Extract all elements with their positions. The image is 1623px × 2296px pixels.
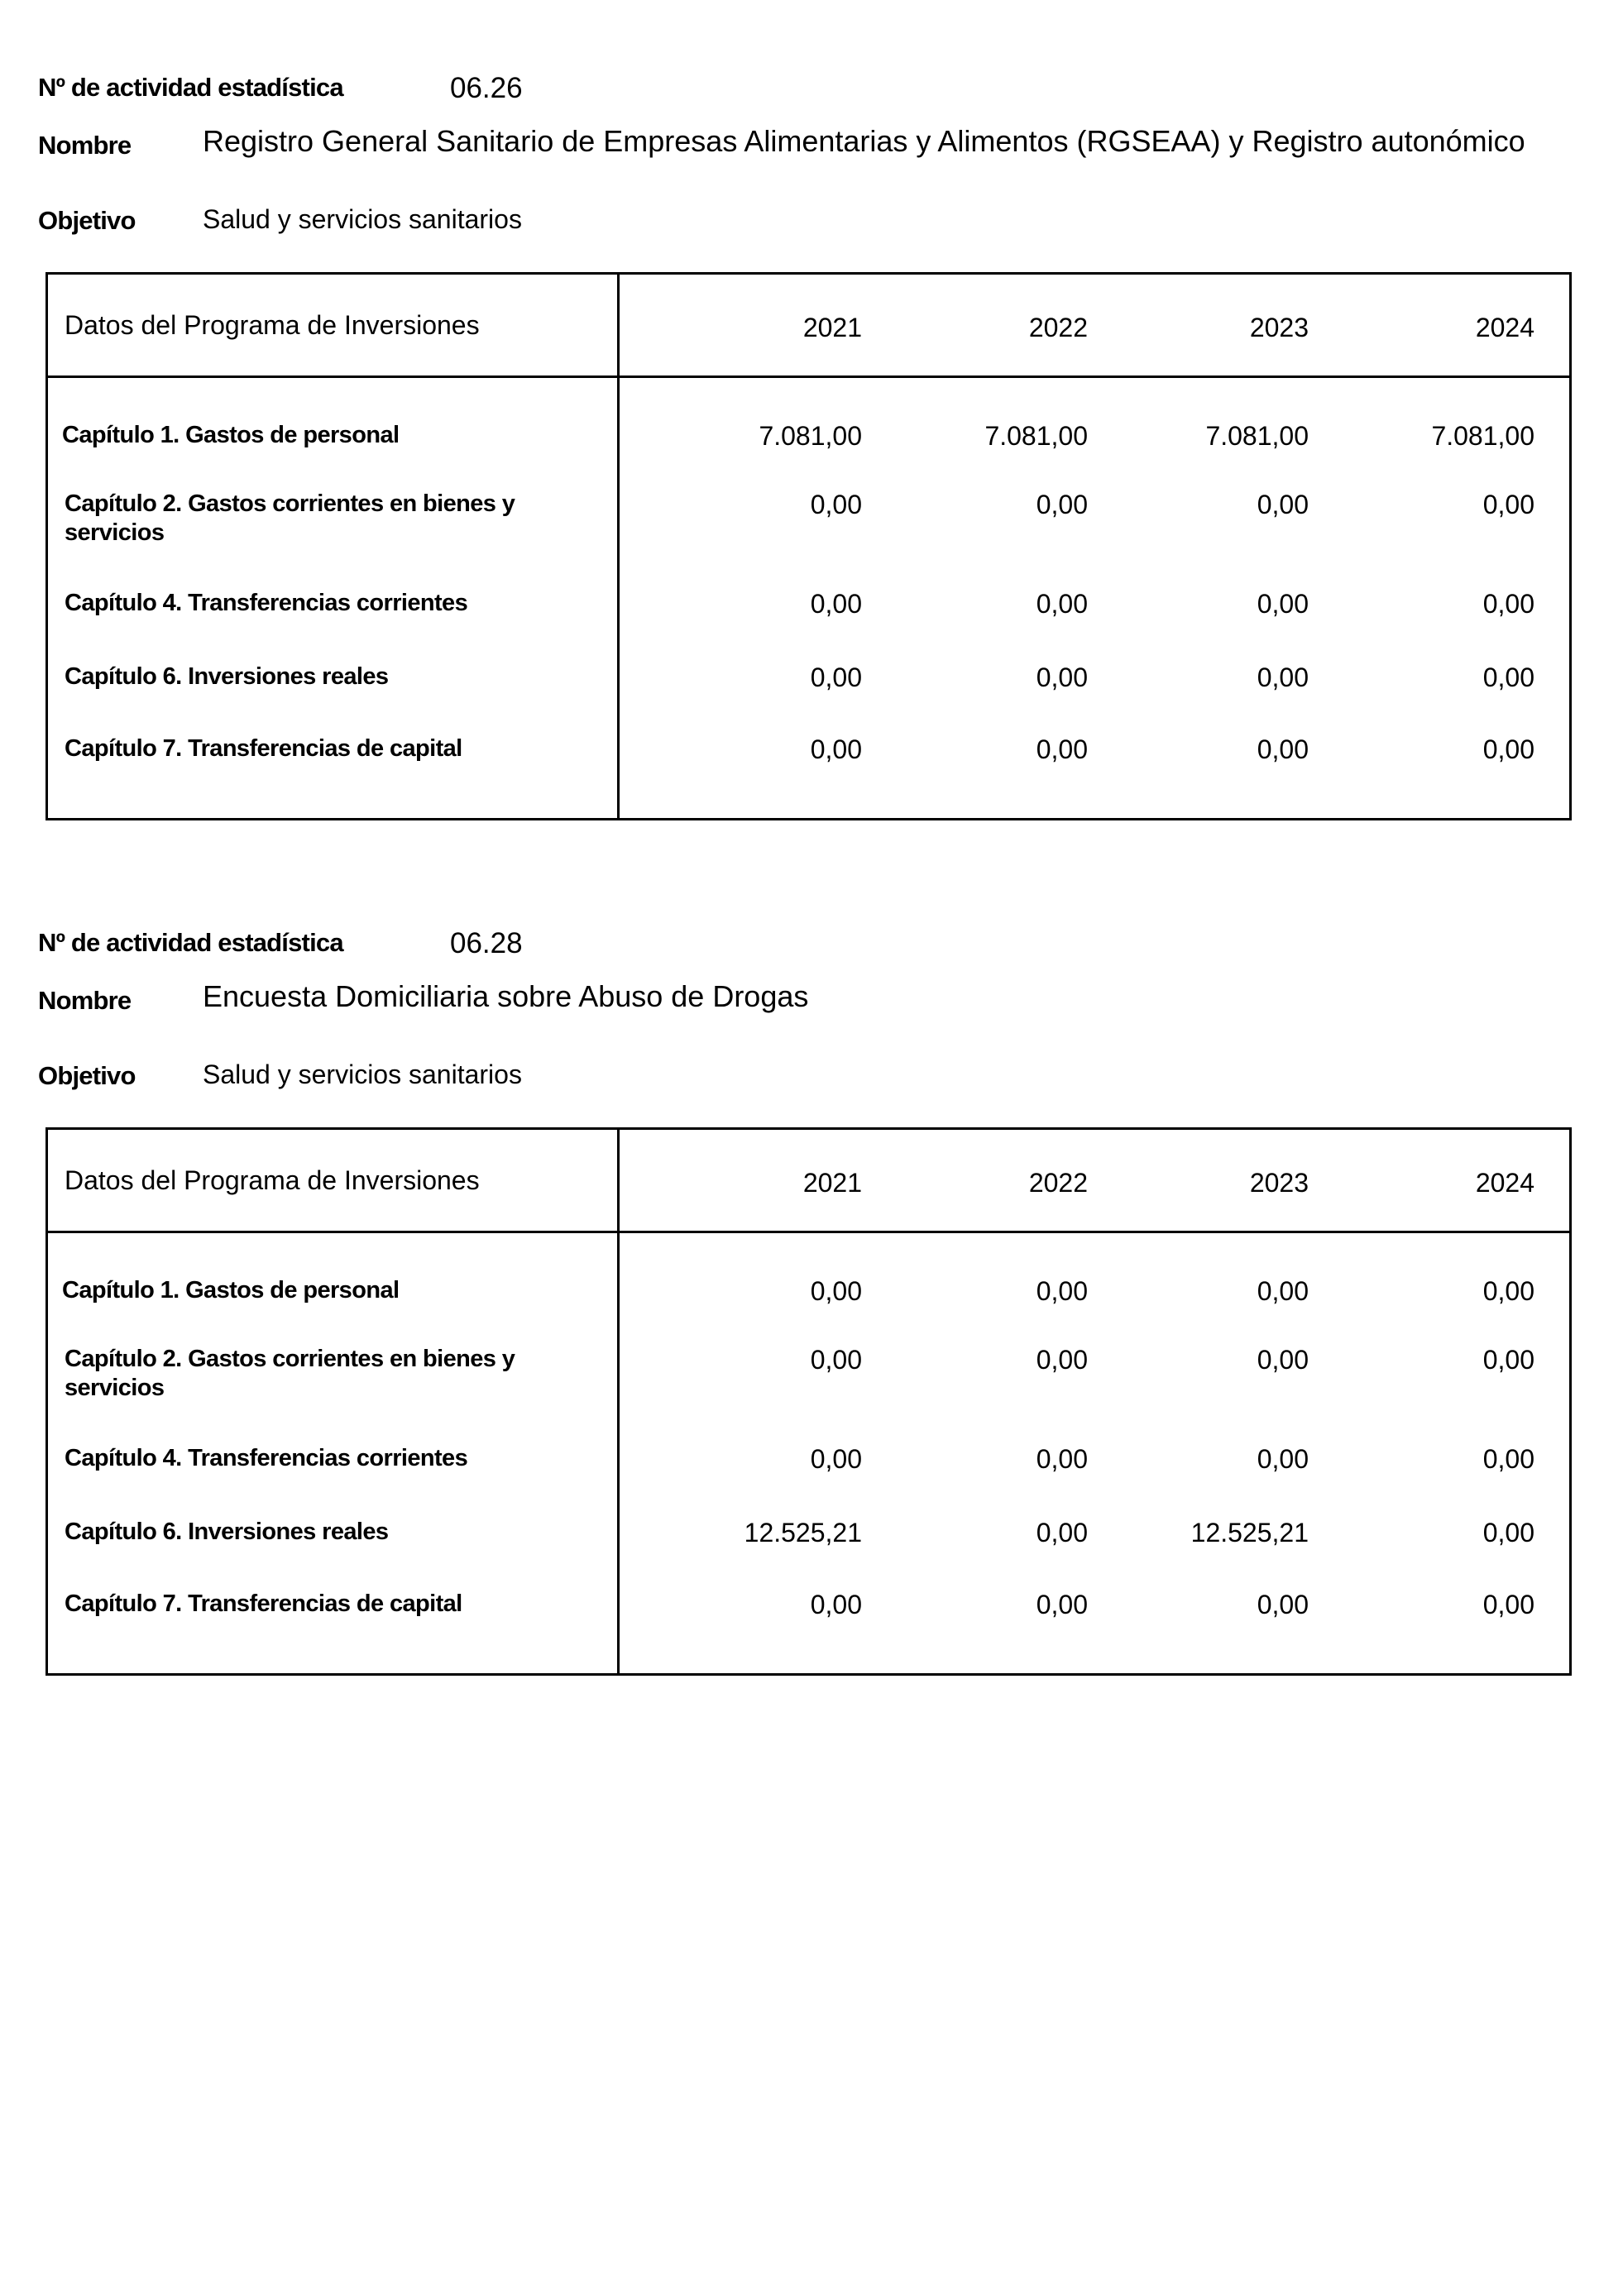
cell-cap6-2022: 0,00 bbox=[1036, 1518, 1088, 1547]
cell-cap1-2022: 0,00 bbox=[1036, 1276, 1088, 1306]
cell-cap7-2023: 0,00 bbox=[1257, 734, 1309, 764]
table-header-year-2022: 2022 bbox=[1028, 1168, 1088, 1198]
objective-value: Salud y servicios sanitarios bbox=[203, 1060, 522, 1089]
cell-cap4-2022: 0,00 bbox=[1036, 1444, 1088, 1474]
cell-cap4-2024: 0,00 bbox=[1482, 1444, 1534, 1474]
row-label-capitulo-4: Capítulo 4. Transferencias corrientes bbox=[65, 590, 468, 616]
cell-cap1-2021: 0,00 bbox=[810, 1276, 862, 1306]
cell-cap6-2021: 0,00 bbox=[810, 662, 862, 692]
objective-value: Salud y servicios sanitarios bbox=[203, 204, 522, 234]
activity-section-06-28 bbox=[0, 855, 1623, 1682]
table-column-divider bbox=[617, 1130, 620, 1673]
cell-cap7-2022: 0,00 bbox=[1036, 734, 1088, 764]
cell-cap4-2022: 0,00 bbox=[1036, 589, 1088, 619]
activity-number-label: Nº de actividad estadística bbox=[38, 73, 343, 102]
table-header-year-2023: 2023 bbox=[1249, 1168, 1309, 1198]
cell-cap6-2021: 12.525,21 bbox=[744, 1518, 862, 1547]
investment-table bbox=[45, 272, 1572, 820]
cell-cap7-2021: 0,00 bbox=[810, 1590, 862, 1619]
table-header-divider bbox=[48, 375, 1569, 378]
cell-cap4-2023: 0,00 bbox=[1257, 1444, 1309, 1474]
cell-cap4-2021: 0,00 bbox=[810, 1444, 862, 1474]
cell-cap4-2023: 0,00 bbox=[1257, 589, 1309, 619]
cell-cap6-2024: 0,00 bbox=[1482, 662, 1534, 692]
cell-cap1-2021: 7.081,00 bbox=[759, 421, 862, 451]
name-value: Registro General Sanitario de Empresas Alimentarias y Alimentos (RGSEAA) y Registro autonómico bbox=[203, 124, 1525, 158]
table-header-divider bbox=[48, 1231, 1569, 1233]
cell-cap6-2022: 0,00 bbox=[1036, 662, 1088, 692]
table-header-year-2021: 2021 bbox=[802, 313, 862, 342]
cell-cap2-2021: 0,00 bbox=[810, 490, 862, 519]
activity-number-value: 06.26 bbox=[450, 72, 523, 104]
table-header-year-2022: 2022 bbox=[1028, 313, 1088, 342]
table-header-label: Datos del Programa de Inversiones bbox=[65, 310, 480, 340]
row-label-capitulo-6: Capítulo 6. Inversiones reales bbox=[65, 663, 389, 690]
cell-cap2-2021: 0,00 bbox=[810, 1345, 862, 1375]
investment-table bbox=[45, 1127, 1572, 1676]
name-label: Nombre bbox=[38, 986, 132, 1015]
objective-label: Objetivo bbox=[38, 206, 136, 235]
objective-label: Objetivo bbox=[38, 1061, 136, 1090]
cell-cap6-2023: 12.525,21 bbox=[1190, 1518, 1309, 1547]
cell-cap7-2024: 0,00 bbox=[1482, 1590, 1534, 1619]
cell-cap2-2022: 0,00 bbox=[1036, 490, 1088, 519]
row-label-capitulo-6: Capítulo 6. Inversiones reales bbox=[65, 1519, 389, 1545]
cell-cap1-2022: 7.081,00 bbox=[984, 421, 1088, 451]
activity-number-value: 06.28 bbox=[450, 927, 523, 959]
cell-cap1-2023: 7.081,00 bbox=[1205, 421, 1309, 451]
table-header-label: Datos del Programa de Inversiones bbox=[65, 1165, 480, 1195]
row-label-capitulo-7: Capítulo 7. Transferencias de capital bbox=[65, 1590, 462, 1617]
cell-cap1-2024: 0,00 bbox=[1482, 1276, 1534, 1306]
cell-cap4-2024: 0,00 bbox=[1482, 589, 1534, 619]
table-column-divider bbox=[617, 275, 620, 818]
activity-section-06-26 bbox=[0, 0, 1623, 827]
cell-cap7-2021: 0,00 bbox=[810, 734, 862, 764]
cell-cap2-2024: 0,00 bbox=[1482, 490, 1534, 519]
cell-cap2-2024: 0,00 bbox=[1482, 1345, 1534, 1375]
cell-cap6-2024: 0,00 bbox=[1482, 1518, 1534, 1547]
name-label: Nombre bbox=[38, 131, 132, 160]
table-header-year-2023: 2023 bbox=[1249, 313, 1309, 342]
table-header-year-2024: 2024 bbox=[1475, 313, 1534, 342]
row-label-capitulo-2: Capítulo 2. Gastos corrientes en bienes y servicios bbox=[65, 490, 515, 546]
row-label-capitulo-2: Capítulo 2. Gastos corrientes en bienes y servicios bbox=[65, 1346, 515, 1401]
table-header-year-2021: 2021 bbox=[802, 1168, 862, 1198]
row-label-capitulo-4: Capítulo 4. Transferencias corrientes bbox=[65, 1445, 468, 1471]
row-label-capitulo-7: Capítulo 7. Transferencias de capital bbox=[65, 735, 462, 762]
cell-cap1-2023: 0,00 bbox=[1257, 1276, 1309, 1306]
name-value: Encuesta Domiciliaria sobre Abuso de Drogas bbox=[203, 979, 809, 1013]
cell-cap1-2024: 7.081,00 bbox=[1431, 421, 1534, 451]
row-label-capitulo-1: Capítulo 1. Gastos de personal bbox=[62, 422, 400, 448]
cell-cap2-2023: 0,00 bbox=[1257, 1345, 1309, 1375]
cell-cap2-2023: 0,00 bbox=[1257, 490, 1309, 519]
cell-cap7-2023: 0,00 bbox=[1257, 1590, 1309, 1619]
cell-cap7-2022: 0,00 bbox=[1036, 1590, 1088, 1619]
cell-cap6-2023: 0,00 bbox=[1257, 662, 1309, 692]
cell-cap2-2022: 0,00 bbox=[1036, 1345, 1088, 1375]
activity-number-label: Nº de actividad estadística bbox=[38, 928, 343, 957]
cell-cap7-2024: 0,00 bbox=[1482, 734, 1534, 764]
cell-cap4-2021: 0,00 bbox=[810, 589, 862, 619]
row-label-capitulo-1: Capítulo 1. Gastos de personal bbox=[62, 1277, 400, 1303]
table-header-year-2024: 2024 bbox=[1475, 1168, 1534, 1198]
